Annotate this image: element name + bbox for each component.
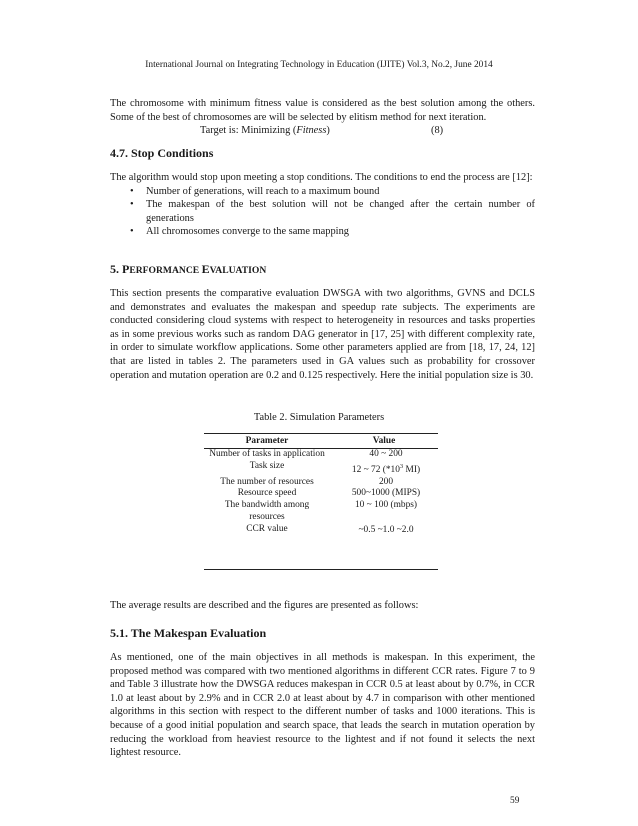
bullet-icon: • xyxy=(130,199,134,211)
section-heading-4-7: 4.7. Stop Conditions xyxy=(110,146,214,160)
table-cell-value: 10 ~ 100 (mbps) xyxy=(354,500,418,511)
section-heading-5-1: 5.1. The Makespan Evaluation xyxy=(110,626,267,640)
table-cell-parameter: Task size xyxy=(249,460,285,471)
intro-block xyxy=(110,97,535,138)
section-heading-5 xyxy=(110,262,266,277)
task-size-unit: MI) xyxy=(403,464,421,475)
table-row xyxy=(204,477,438,489)
equation-expression xyxy=(200,124,330,138)
section-heading-5-part-a: ERFORMANCE xyxy=(129,265,202,276)
table-cell-value: 500~1000 (MIPS) xyxy=(351,488,421,499)
after-table-block xyxy=(110,599,535,613)
equation-suffix: ) xyxy=(326,125,330,137)
table-header-row xyxy=(204,434,438,449)
list-item xyxy=(110,185,535,199)
table-row xyxy=(204,500,438,524)
makespan-evaluation-block xyxy=(110,651,535,760)
column-header-parameter: Parameter xyxy=(204,434,330,449)
table-cell-parameter: The bandwidth among resources xyxy=(224,500,310,522)
table-cell-parameter: CCR value xyxy=(246,523,288,534)
simulation-parameters-table xyxy=(204,433,438,537)
equation-variable: Fitness xyxy=(296,125,327,137)
equation-8 xyxy=(110,124,535,138)
table-bottom-rule xyxy=(204,569,438,570)
table-cell-value: ~0.5 ~1.0 ~2.0 xyxy=(358,524,414,535)
table-cell-parameter: The number of resources xyxy=(220,476,314,487)
intro-paragraph: The chromosome with minimum fitness value is considered as the best solution among the others. Some of the best of chromosomes are will be selected by elitism method for next iteration. xyxy=(110,98,535,123)
bullet-icon: • xyxy=(130,185,134,197)
bullet-icon: • xyxy=(130,226,134,238)
table-row xyxy=(204,488,438,500)
section-heading-5-cap: E xyxy=(201,262,210,276)
task-size-exponent: 3 xyxy=(399,462,404,470)
table-cell-parameter: Resource speed xyxy=(237,488,297,499)
task-size-base: 12 ~ 72 (*10 xyxy=(351,464,400,475)
list-item xyxy=(110,198,535,225)
table-cell-value: 200 xyxy=(378,476,394,487)
table-cell-value: 40 ~ 200 xyxy=(369,448,403,459)
table-cell-value xyxy=(330,461,438,477)
list-item-text: All chromosomes converge to the same mapping xyxy=(146,226,349,238)
list-item-text: The makespan of the best solution will not be changed after the certain number of generations xyxy=(146,199,535,224)
section-heading-5-part-b: VALUATION xyxy=(209,265,267,276)
makespan-evaluation-paragraph: As mentioned, one of the main objectives in all methods is makespan. In this experiment, the proposed method was compared with two mentioned algorithms in different CCR rates. Figure 7 to 9 and Table 3 illustrate how the DWSGA reduces makespan in CCR 0.5 at least about by 0.7%, in CCR 1.0 at least about by 2.9% and in CCR 2.0 at least about by 4.7 in comparison with other mentioned algorithms in this section with respect to the different number of tasks and 1000 iterations. This is because of a good initial population and search space, that leads the search in mutation operation by reducing the workload from heaviest resource to the lightest and if not found it selects the next lightest resource. xyxy=(110,652,535,759)
stop-conditions-block xyxy=(110,171,535,239)
table-row xyxy=(204,524,438,537)
column-header-value: Value xyxy=(330,434,438,449)
equation-prefix: Target is: Minimizing ( xyxy=(200,125,297,137)
equation-number: (8) xyxy=(431,125,444,137)
performance-evaluation-block xyxy=(110,287,535,382)
journal-header: International Journal on Integrating Technology in Education (IJITE) Vol.3, No.2, June 2014 xyxy=(145,60,493,70)
table-caption: Table 2. Simulation Parameters xyxy=(253,412,385,423)
table-row xyxy=(204,461,438,477)
section-heading-5-number: 5. P xyxy=(110,262,130,276)
stop-conditions-list xyxy=(110,185,535,239)
list-item-text: Number of generations, will reach to a maximum bound xyxy=(146,185,380,197)
after-table-paragraph: The average results are described and the figures are presented as follows: xyxy=(110,600,419,611)
table-cell-parameter: Number of tasks in application xyxy=(209,448,325,459)
table-row xyxy=(204,448,438,460)
stop-conditions-paragraph: The algorithm would stop upon meeting a stop conditions. The conditions to end the process are [12]: xyxy=(110,172,533,183)
list-item xyxy=(110,225,535,239)
page-number: 59 xyxy=(510,796,520,806)
performance-evaluation-paragraph: This section presents the comparative evaluation DWSGA with two algorithms, GVNS and DCLS and demonstrates and evaluates the makespan and speedup rate subjects. The experiments are conducted considering cloud systems with respect to heterogeneity in resources and tasks properties as in some previous works such as random DAG generator in [17, 25] with different complexity rate, in order to simulate workflow applications. Some other parameters applied are from [18, 17, 24, 12] that are listed in tables 2. The parameters used in GA values such as probability for crossover operation and mutation operation are 0.2 and 0.125 respectively. Here the initial population size is 30. xyxy=(110,288,535,381)
